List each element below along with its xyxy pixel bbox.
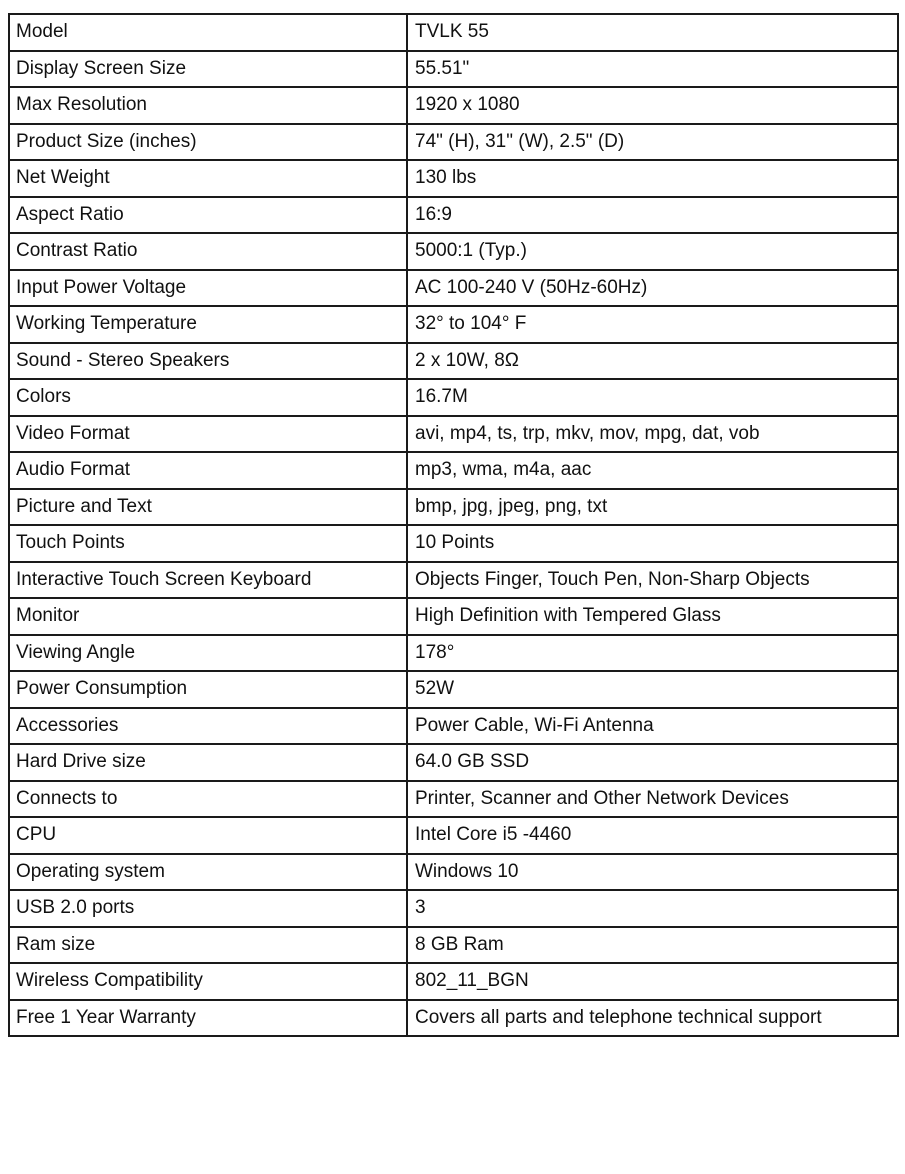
spec-label: Working Temperature	[9, 306, 407, 343]
spec-label: USB 2.0 ports	[9, 890, 407, 927]
spec-value: 52W	[407, 671, 898, 708]
spec-value: 178°	[407, 635, 898, 672]
table-row	[9, 963, 898, 1000]
table-row	[9, 452, 898, 489]
spec-value: 16:9	[407, 197, 898, 234]
spec-value: AC 100-240 V (50Hz-60Hz)	[407, 270, 898, 307]
spec-value: 802_11_BGN	[407, 963, 898, 1000]
table-row	[9, 306, 898, 343]
table-row	[9, 197, 898, 234]
spec-label: Net Weight	[9, 160, 407, 197]
spec-value: avi, mp4, ts, trp, mkv, mov, mpg, dat, vob	[407, 416, 898, 453]
spec-value: bmp, jpg, jpeg, png, txt	[407, 489, 898, 526]
spec-label: Aspect Ratio	[9, 197, 407, 234]
spec-value: 2 x 10W, 8Ω	[407, 343, 898, 380]
spec-label: Colors	[9, 379, 407, 416]
spec-value: 5000:1 (Typ.)	[407, 233, 898, 270]
spec-label: Model	[9, 14, 407, 51]
table-row	[9, 525, 898, 562]
spec-label: Connects to	[9, 781, 407, 818]
table-row	[9, 817, 898, 854]
table-row	[9, 927, 898, 964]
spec-value: mp3, wma, m4a, aac	[407, 452, 898, 489]
spec-value: 55.51"	[407, 51, 898, 88]
table-row	[9, 379, 898, 416]
spec-value: 3	[407, 890, 898, 927]
table-row	[9, 562, 898, 599]
spec-label: Max Resolution	[9, 87, 407, 124]
spec-value: 10 Points	[407, 525, 898, 562]
spec-label: Product Size (inches)	[9, 124, 407, 161]
spec-label: Free 1 Year Warranty	[9, 1000, 407, 1037]
table-row	[9, 489, 898, 526]
spec-value: Power Cable, Wi-Fi Antenna	[407, 708, 898, 745]
spec-label: Video Format	[9, 416, 407, 453]
table-row	[9, 671, 898, 708]
table-row	[9, 598, 898, 635]
spec-label: Audio Format	[9, 452, 407, 489]
table-row	[9, 1000, 898, 1037]
spec-value: TVLK 55	[407, 14, 898, 51]
spec-label: Wireless Compatibility	[9, 963, 407, 1000]
spec-value: 130 lbs	[407, 160, 898, 197]
spec-label: CPU	[9, 817, 407, 854]
spec-value: 8 GB Ram	[407, 927, 898, 964]
spec-value: 64.0 GB SSD	[407, 744, 898, 781]
spec-label: Picture and Text	[9, 489, 407, 526]
spec-label: Ram size	[9, 927, 407, 964]
table-row	[9, 87, 898, 124]
spec-label: Sound - Stereo Speakers	[9, 343, 407, 380]
spec-label: Monitor	[9, 598, 407, 635]
spec-value: Intel Core i5 -4460	[407, 817, 898, 854]
spec-value: Windows 10	[407, 854, 898, 891]
spec-value: Printer, Scanner and Other Network Devices	[407, 781, 898, 818]
spec-label: Hard Drive size	[9, 744, 407, 781]
table-row	[9, 416, 898, 453]
table-row	[9, 781, 898, 818]
table-row	[9, 14, 898, 51]
spec-label: Power Consumption	[9, 671, 407, 708]
spec-label: Touch Points	[9, 525, 407, 562]
spec-table-body	[9, 14, 898, 1036]
spec-label: Viewing Angle	[9, 635, 407, 672]
spec-value: 32° to 104° F	[407, 306, 898, 343]
table-row	[9, 708, 898, 745]
spec-label: Display Screen Size	[9, 51, 407, 88]
spec-value: 1920 x 1080	[407, 87, 898, 124]
table-row	[9, 124, 898, 161]
spec-label: Operating system	[9, 854, 407, 891]
table-row	[9, 270, 898, 307]
spec-value: Objects Finger, Touch Pen, Non-Sharp Objects	[407, 562, 898, 599]
table-row	[9, 51, 898, 88]
table-row	[9, 890, 898, 927]
spec-value: High Definition with Tempered Glass	[407, 598, 898, 635]
spec-label: Accessories	[9, 708, 407, 745]
table-row	[9, 744, 898, 781]
spec-table	[8, 13, 899, 1037]
spec-value: 74" (H), 31" (W), 2.5" (D)	[407, 124, 898, 161]
table-row	[9, 635, 898, 672]
spec-label: Input Power Voltage	[9, 270, 407, 307]
table-row	[9, 233, 898, 270]
spec-value: 16.7M	[407, 379, 898, 416]
spec-label: Contrast Ratio	[9, 233, 407, 270]
table-row	[9, 160, 898, 197]
spec-value: Covers all parts and telephone technical support	[407, 1000, 898, 1037]
table-row	[9, 343, 898, 380]
table-row	[9, 854, 898, 891]
spec-label: Interactive Touch Screen Keyboard	[9, 562, 407, 599]
